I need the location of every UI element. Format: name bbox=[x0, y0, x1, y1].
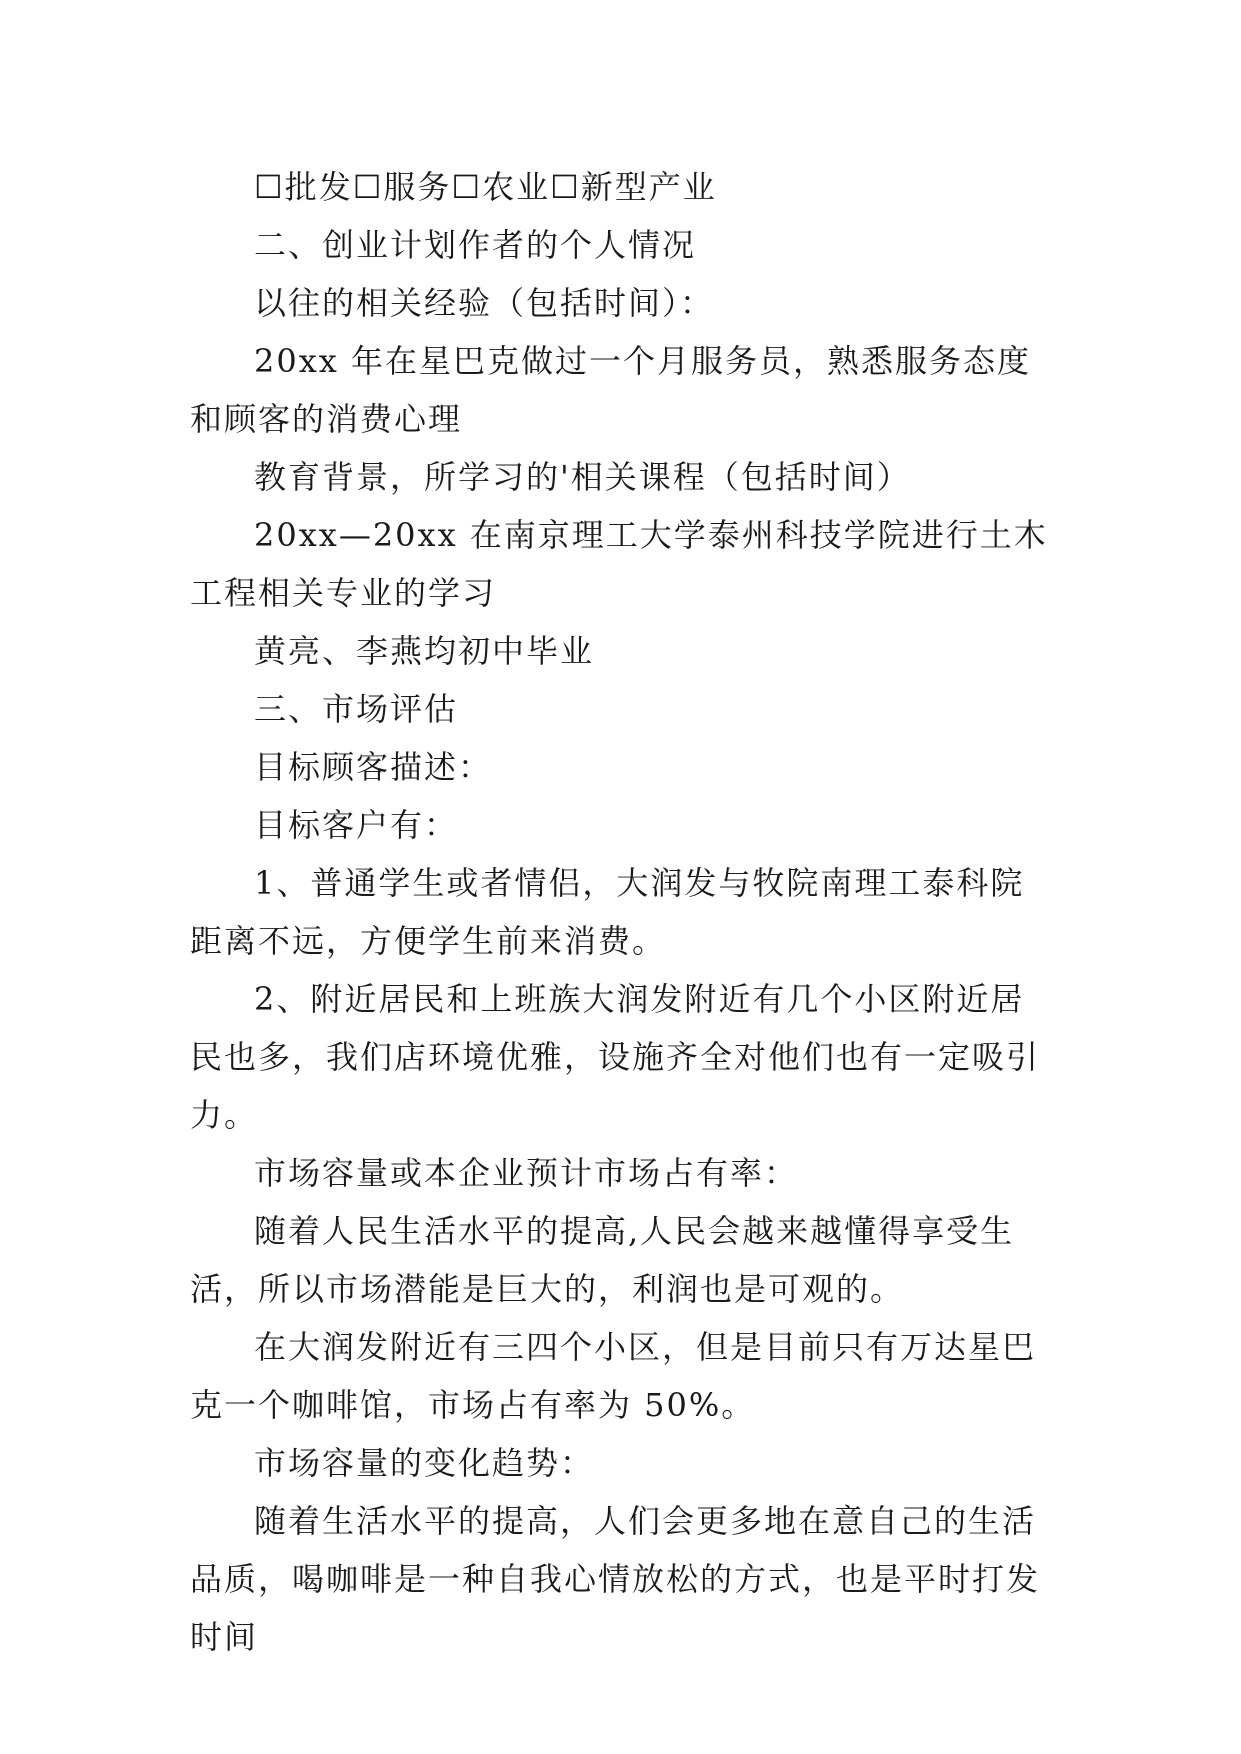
paragraph-trend: 随着生活水平的提高，人们会更多地在意自己的生活品质，喝咖啡是一种自我心情放松的方式，也是平时打发时间 bbox=[190, 1502, 1041, 1656]
paragraph-partners: 黄亮、李燕均初中毕业 bbox=[254, 632, 595, 670]
heading-section-2: 二、创业计划作者的个人情况 bbox=[254, 226, 697, 264]
paragraph-education-label: 教育背景，所学习的'相关课程（包括时间） bbox=[254, 458, 911, 496]
paragraph-trend-label: 市场容量的变化趋势： bbox=[254, 1444, 595, 1482]
heading-section-3: 三、市场评估 bbox=[254, 690, 459, 728]
paragraph-education: 20xx—20xx 在南京理工大学泰州科技学院进行土木工程相关专业的学习 bbox=[190, 516, 1048, 612]
paragraph-target-label: 目标顾客描述： bbox=[254, 748, 493, 786]
document-body bbox=[190, 158, 1050, 1666]
paragraph-market-share: 在大润发附近有三四个小区，但是目前只有万达星巴克一个咖啡馆，市场占有率为 50%。 bbox=[190, 1328, 1037, 1424]
paragraph-customer-2: 2、附近居民和上班族大润发附近有几个小区附近居民也多，我们店环境优雅，设施齐全对他们也有一定吸引力。 bbox=[190, 980, 1041, 1134]
paragraph-business-type-checkboxes: ☐批发☐服务☐农业☐新型产业 bbox=[254, 168, 717, 206]
paragraph-experience: 20xx 年在星巴克做过一个月服务员，熟悉服务态度和顾客的消费心理 bbox=[190, 342, 1031, 438]
paragraph-market-potential: 随着人民生活水平的提高,人民会越来越懂得享受生活，所以市场潜能是巨大的，利润也是可观的。 bbox=[190, 1212, 1015, 1308]
paragraph-experience-label: 以往的相关经验（包括时间）： bbox=[254, 284, 715, 322]
paragraph-market-share-label: 市场容量或本企业预计市场占有率： bbox=[254, 1154, 799, 1192]
paragraph-customer-1: 1、普通学生或者情侣，大润发与牧院南理工泰科院距离不远，方便学生前来消费。 bbox=[190, 864, 1025, 960]
paragraph-target-customers-label: 目标客户有： bbox=[254, 806, 459, 844]
